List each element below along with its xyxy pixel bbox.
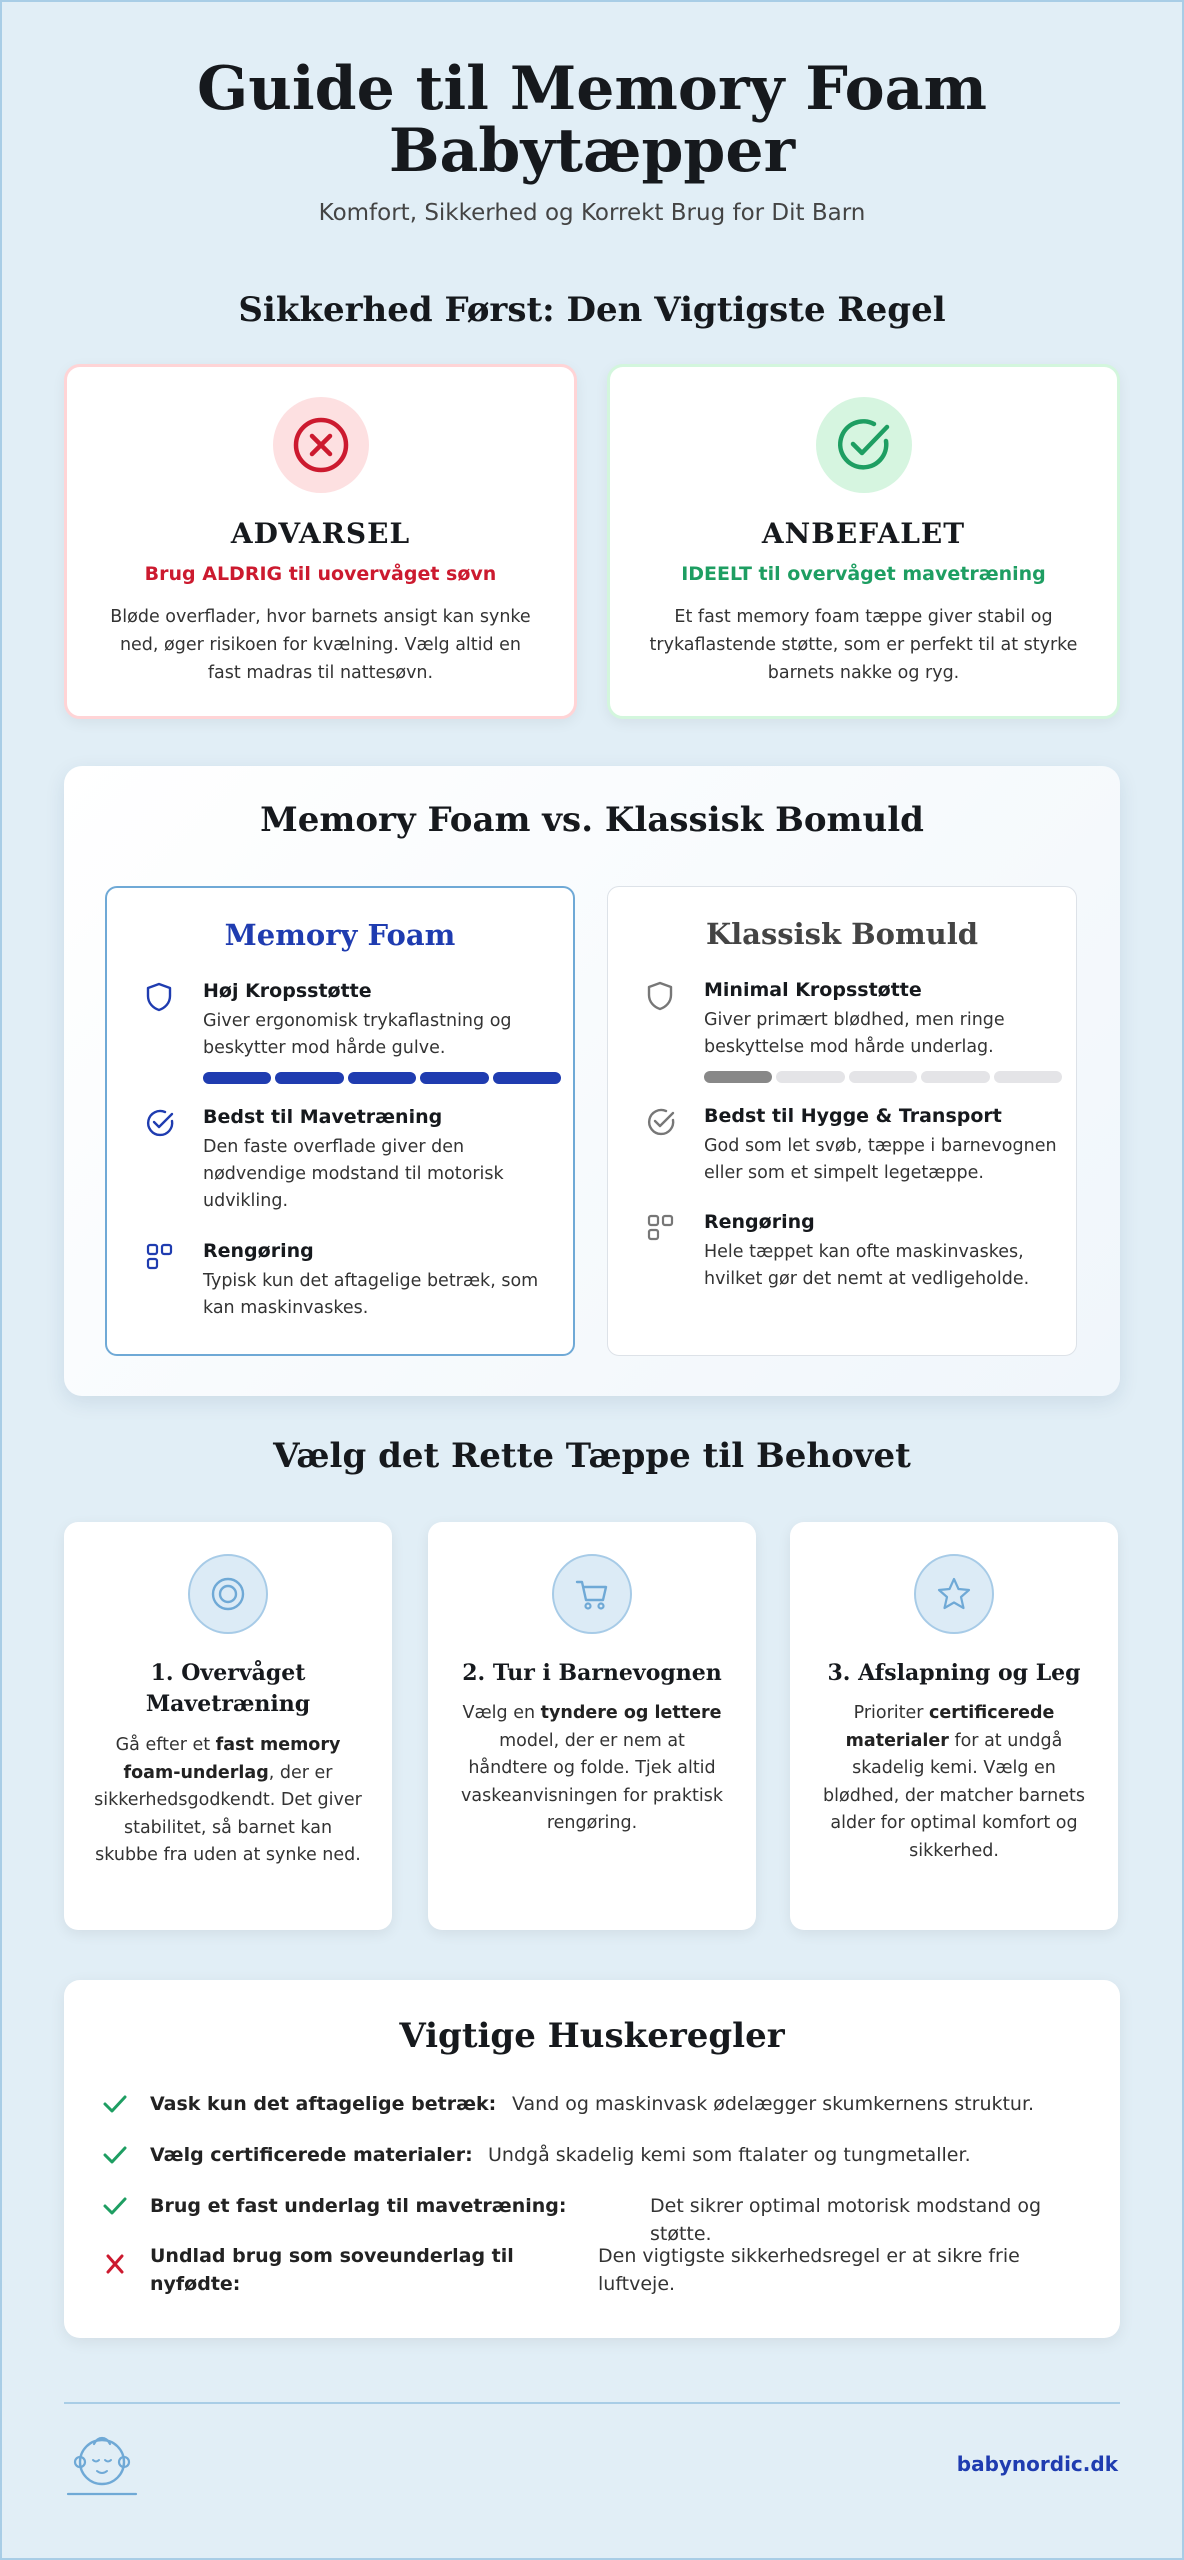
feature-text: Giver ergonomisk trykaflastning og beskytter mod hårde gulve. — [203, 1011, 512, 1058]
need-card-tummy-time — [64, 1522, 392, 1930]
reminders-panel — [64, 1980, 1120, 2338]
warning-subheading: Brug ALDRIG til uovervåget søvn — [144, 563, 497, 585]
check-icon — [102, 2194, 128, 2218]
grid-icon — [145, 1242, 175, 1272]
recommended-icon-badge — [816, 397, 912, 493]
support-segment — [493, 1072, 561, 1084]
need-title: 2. Tur i Barnevognen — [462, 1660, 722, 1686]
check-circle-icon — [145, 1108, 175, 1138]
feature-heading: Bedst til Mavetræning — [203, 1106, 443, 1128]
need-title: 1. Overvåget Mavetræning — [145, 1660, 311, 1717]
check-icon — [102, 2092, 128, 2116]
support-segment — [776, 1071, 844, 1083]
support-segment — [849, 1071, 917, 1083]
feature-heading: Minimal Kropsstøtte — [704, 979, 922, 1001]
reminder-text: Den vigtigste sikkerhedsregel er at sikre frie luftveje. — [598, 2245, 1020, 2295]
support-segment — [994, 1071, 1062, 1083]
warning-heading: ADVARSEL — [230, 517, 411, 550]
shield-icon — [145, 982, 173, 1012]
warning-card — [64, 364, 577, 719]
comparison-panel — [64, 766, 1120, 1396]
memory-foam-column — [105, 886, 575, 1356]
feature-heading: Rengøring — [203, 1240, 314, 1262]
recommended-text: Et fast memory foam tæppe giver stabil og trykaflastende støtte, som er perfekt til at styrke barnets nakke og ryg. — [649, 607, 1078, 683]
feature-heading: Rengøring — [704, 1211, 815, 1233]
recommended-heading: ANBEFALET — [761, 517, 966, 550]
page-title: Guide til Memory Foam Babytæpper — [196, 54, 988, 186]
need-text: Prioriter certificerede materialer for at undgå skadelig kemi. Vælg en blødhed, der matcher barnets alder for optimal komfort og sikkerhed. — [823, 1703, 1085, 1861]
reminder-label: Undlad brug som soveunderlag til nyfødte: — [150, 2245, 514, 2295]
feature-text: Giver primært blødhed, men ringe beskyttelse mod hårde underlag. — [704, 1010, 1005, 1057]
site-link[interactable]: babynordic.dk — [956, 2452, 1118, 2476]
need-text: Gå efter et fast memory foam-underlag, der er sikkerhedsgodkendt. Det giver stabilitet, så barnet kan skubbe fra uden at synke ned. — [94, 1735, 362, 1865]
page-subtitle: Komfort, Sikkerhed og Korrekt Brug for Dit Barn — [318, 200, 866, 226]
star-icon — [934, 1574, 974, 1614]
support-segment — [275, 1072, 343, 1084]
needs-section-title: Vælg det Rette Tæppe til Behovet — [273, 1436, 911, 1476]
reminder-text: Vand og maskinvask ødelægger skumkernens struktur. — [512, 2093, 1035, 2115]
reminder-label: Vælg certificerede materialer: — [150, 2144, 473, 2166]
need-icon-badge — [188, 1554, 268, 1634]
support-segment — [348, 1072, 416, 1084]
support-segment — [203, 1072, 271, 1084]
reminder-text: Det sikrer optimal motorisk modstand og støtte. — [650, 2195, 1042, 2245]
support-segment — [921, 1071, 989, 1083]
warning-text: Bløde overflader, hvor barnets ansigt kan synke ned, øger risikoen for kvælning. Vælg altid en fast madras til nattesøvn. — [110, 607, 531, 683]
x-circle-icon — [291, 415, 351, 475]
baby-target-icon — [208, 1574, 248, 1614]
feature-text: Typisk kun det aftagelige betræk, som kan maskinvaskes. — [203, 1271, 539, 1318]
feature-heading: Bedst til Hygge & Transport — [704, 1105, 1002, 1127]
feature-text: Hele tæppet kan ofte maskinvaskes, hvilket gør det nemt at vedligeholde. — [704, 1242, 1030, 1289]
need-title: 3. Afslapning og Leg — [827, 1660, 1081, 1686]
reminders-title: Vigtige Huskeregler — [399, 2016, 785, 2056]
support-level-bar — [704, 1071, 1062, 1083]
shopping-cart-icon — [572, 1574, 612, 1614]
x-icon — [102, 2252, 128, 2276]
check-circle-icon — [834, 415, 894, 475]
cotton-title: Klassisk Bomuld — [705, 917, 979, 951]
baby-face-icon — [66, 2432, 138, 2496]
reminder-label: Brug et fast underlag til mavetræning: — [150, 2195, 567, 2217]
need-card-stroller — [428, 1522, 756, 1930]
recommended-card — [607, 364, 1120, 719]
memory-foam-title: Memory Foam — [224, 918, 456, 952]
shield-icon — [646, 981, 674, 1011]
warning-icon-badge — [273, 397, 369, 493]
support-level-bar — [203, 1072, 561, 1084]
support-segment — [420, 1072, 488, 1084]
need-card-play — [790, 1522, 1118, 1930]
footer-divider — [64, 2402, 1120, 2404]
reminder-text: Undgå skadelig kemi som ftalater og tungmetaller. — [488, 2144, 971, 2166]
feature-text: God som let svøb, tæppe i barnevognen eller som et simpelt legetæppe. — [704, 1136, 1057, 1183]
cotton-column — [607, 886, 1077, 1356]
need-icon-badge — [914, 1554, 994, 1634]
need-text: Vælg en tyndere og lettere model, der er nem at håndtere og folde. Tjek altid vaskeanvisningen for praktisk rengøring. — [461, 1703, 723, 1833]
comparison-title: Memory Foam vs. Klassisk Bomuld — [260, 800, 924, 840]
check-icon — [102, 2143, 128, 2167]
need-icon-badge — [552, 1554, 632, 1634]
recommended-subheading: IDEELT til overvåget mavetræning — [681, 563, 1046, 585]
safety-section-title: Sikkerhed Først: Den Vigtigste Regel — [238, 290, 946, 330]
reminder-label: Vask kun det aftagelige betræk: — [150, 2093, 497, 2115]
grid-icon — [646, 1213, 676, 1243]
feature-heading: Høj Kropsstøtte — [203, 980, 372, 1002]
check-circle-icon — [646, 1107, 676, 1137]
support-segment — [704, 1071, 772, 1083]
feature-text: Den faste overflade giver den nødvendige modstand til motorisk udvikling. — [203, 1137, 504, 1211]
